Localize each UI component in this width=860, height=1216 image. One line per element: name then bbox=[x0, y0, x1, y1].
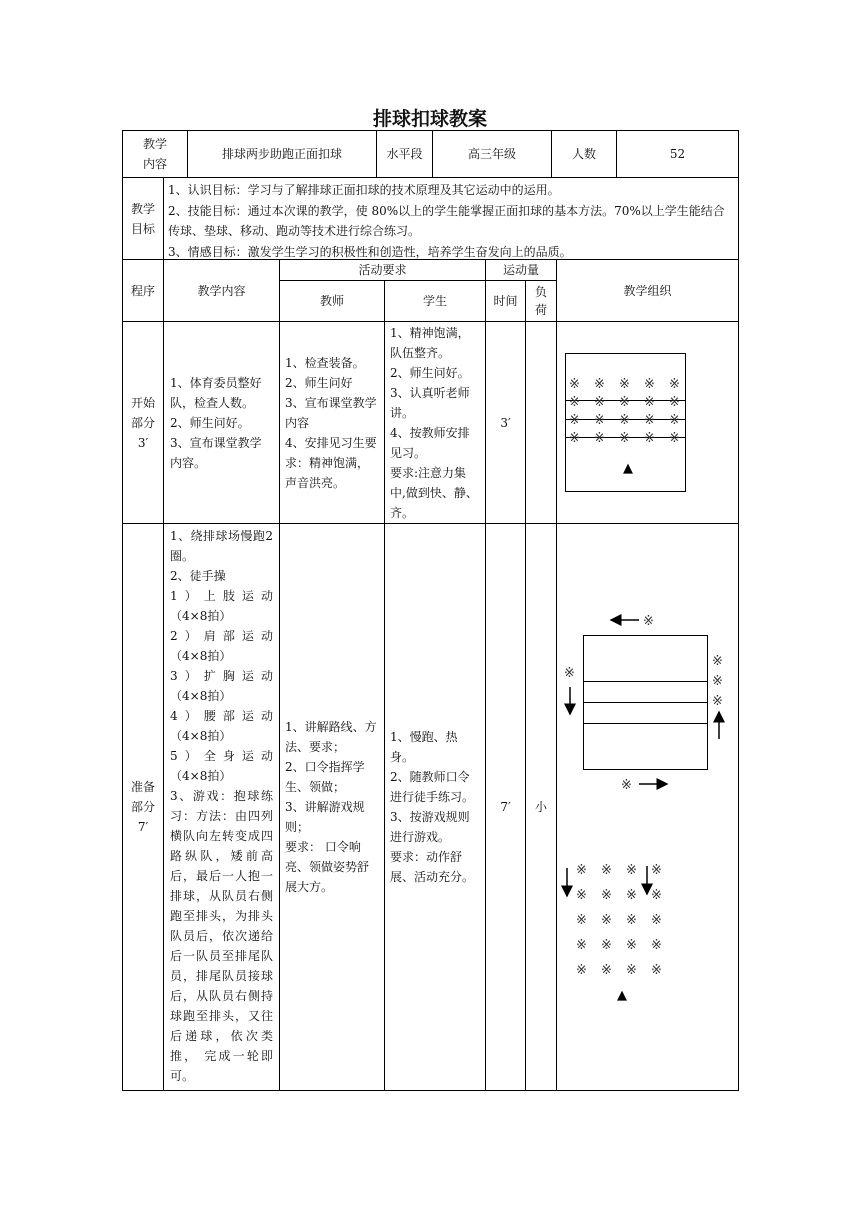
col-content: 教学内容 bbox=[197, 283, 246, 298]
student-mark: ※ bbox=[626, 913, 637, 928]
student-mark: ※ bbox=[569, 431, 580, 446]
row-start-content: 1、体育委员整好队，检查人数。 2、师生问好。 3、宣布课堂教学内容。 bbox=[170, 375, 262, 470]
student-mark: ※ bbox=[669, 395, 680, 410]
student-mark: ※ bbox=[644, 377, 655, 392]
col-procedure: 程序 bbox=[130, 283, 155, 298]
student-mark: ※ bbox=[594, 395, 605, 410]
row-prep-content: 1、绕排球场慢跑2圈。 2、徒手操 1）上肢运动（4×8拍） 2）肩部运动（4×8拍） 3）扩胸运动（4×8拍） 4）腰部运动（4×8拍） 5）全身运动（4×8拍） 3、游戏：抱球练习：方法：由四列横队向左转变成四路纵队，矮前高后，最后一人抱一排球，从队员右侧跑至排头，为排头队员后，依次递给后一队员至排尾队员，排尾队员接球后，从队员右侧持球跑至排头，又往后递球，依次类推， 完成一轮即可。 bbox=[170, 529, 273, 1083]
student-mark: ※ bbox=[644, 413, 655, 428]
row-prep-teacher: 1、讲解路线、方法、要求； 2、口令指挥学生、领做； 3、讲解游戏规则； 要求： 口令响亮、领做姿势舒展大方。 bbox=[285, 720, 377, 894]
student-mark: ※ bbox=[569, 413, 580, 428]
student-mark: ※ bbox=[569, 395, 580, 410]
student-mark: ※ bbox=[626, 888, 637, 903]
student-mark: ※ bbox=[619, 431, 630, 446]
student-mark: ※ bbox=[601, 913, 612, 928]
level-label: 水平段 bbox=[386, 147, 423, 161]
col-teacher: 教师 bbox=[319, 294, 344, 308]
teacher-marker: ▲ bbox=[617, 988, 627, 1003]
student-mark: ※ bbox=[651, 888, 662, 903]
student-mark: ※ bbox=[626, 938, 637, 953]
row-start-teacher: 1、检查装备。 2、师生问好 3、宣布课堂教学内容 4、安排见习生要求：精神饱满，声音洪亮。 bbox=[285, 355, 377, 490]
row-prep-teacher-wrap bbox=[280, 524, 384, 1090]
student-mark: ※ bbox=[594, 377, 605, 392]
student-mark: ※ bbox=[594, 431, 605, 446]
count-label: 人数 bbox=[571, 147, 596, 161]
objectives-text: 1、认识目标：学习与了解排球正面扣球的技术原理及其它运动中的运用。 2、技能目标：通过本次课的教学，使 80%以上的学生能掌握正面扣球的基本方法。70%以上学生能结合传球、垫球、移动、跑动等技术进行综合练习。 3、情感目标：激发学生学习的积极性和创造性，培养学生奋发向上的品质。 bbox=[168, 183, 725, 259]
runner-mark: ※ bbox=[712, 694, 723, 709]
court-diagram bbox=[583, 636, 708, 770]
content-label: 教学 内容 bbox=[142, 137, 167, 171]
student-mark: ※ bbox=[644, 395, 655, 410]
student-mark: ※ bbox=[601, 938, 612, 953]
runner-mark: ※ bbox=[564, 666, 575, 681]
col-load: 运动量 bbox=[502, 263, 539, 277]
row-start-intensity bbox=[526, 322, 556, 523]
prep-organization-diagram bbox=[557, 524, 738, 1090]
row-start-time: 3′ bbox=[500, 415, 511, 430]
student-mark: ※ bbox=[644, 431, 655, 446]
student-mark: ※ bbox=[619, 377, 630, 392]
col-time: 时间 bbox=[493, 294, 518, 308]
student-mark: ※ bbox=[669, 413, 680, 428]
student-mark: ※ bbox=[651, 963, 662, 978]
student-mark: ※ bbox=[601, 963, 612, 978]
col-student: 学生 bbox=[422, 294, 447, 308]
student-mark: ※ bbox=[626, 963, 637, 978]
student-mark: ※ bbox=[601, 888, 612, 903]
row-start-teacher-wrap bbox=[280, 322, 384, 523]
row-prep-procedure: 准备 部分 7′ bbox=[130, 780, 155, 834]
student-mark: ※ bbox=[601, 863, 612, 878]
start-formation-diagram bbox=[557, 322, 738, 523]
student-mark: ※ bbox=[569, 377, 580, 392]
student-mark: ※ bbox=[594, 413, 605, 428]
row-start-procedure: 开始 部分 3′ bbox=[130, 395, 155, 450]
row-start-student-wrap bbox=[385, 322, 485, 523]
student-mark: ※ bbox=[669, 377, 680, 392]
row-prep-intensity: 小 bbox=[534, 800, 547, 814]
runner-mark: ※ bbox=[621, 778, 632, 793]
student-mark: ※ bbox=[651, 938, 662, 953]
runner-mark: ※ bbox=[643, 614, 654, 629]
col-activity: 活动要求 bbox=[358, 263, 407, 277]
col-organization: 教学组织 bbox=[623, 283, 672, 298]
row-prep-time: 7′ bbox=[500, 800, 511, 814]
page-title: 排球扣球教案 bbox=[372, 108, 487, 130]
student-mark: ※ bbox=[651, 863, 662, 878]
col-intensity: 负 荷 bbox=[534, 285, 547, 317]
runner-mark: ※ bbox=[712, 654, 723, 669]
student-mark: ※ bbox=[576, 863, 587, 878]
student-mark: ※ bbox=[576, 938, 587, 953]
row-start-content-wrap bbox=[164, 322, 279, 523]
row-start-student: 1、精神饱满，队伍整齐。 2、师生问好。 3、认真听老师讲。 4、按教师安排见习。 要求:注意力集中,做到快、静、齐。 bbox=[390, 325, 478, 520]
student-mark: ※ bbox=[619, 395, 630, 410]
student-count: 52 bbox=[669, 147, 686, 161]
student-mark: ※ bbox=[669, 431, 680, 446]
student-mark: ※ bbox=[626, 863, 637, 878]
row-prep-student: 1、慢跑、热身。 2、随教师口令进行徒手练习。 3、按游戏规则进行游戏。 要求：动作舒展、活动充分。 bbox=[390, 730, 475, 884]
teacher-marker: ▲ bbox=[623, 461, 633, 476]
student-mark: ※ bbox=[619, 413, 630, 428]
student-mark: ※ bbox=[576, 963, 587, 978]
objectives-label: 教学 目标 bbox=[130, 201, 155, 236]
student-mark: ※ bbox=[651, 913, 662, 928]
runner-mark: ※ bbox=[712, 674, 723, 689]
row-prep-student-wrap bbox=[385, 524, 485, 1090]
lesson-content: 排球两步助跑正面扣球 bbox=[221, 147, 342, 161]
student-mark: ※ bbox=[576, 913, 587, 928]
student-mark: ※ bbox=[576, 888, 587, 903]
grade-level: 高三年级 bbox=[467, 147, 516, 161]
